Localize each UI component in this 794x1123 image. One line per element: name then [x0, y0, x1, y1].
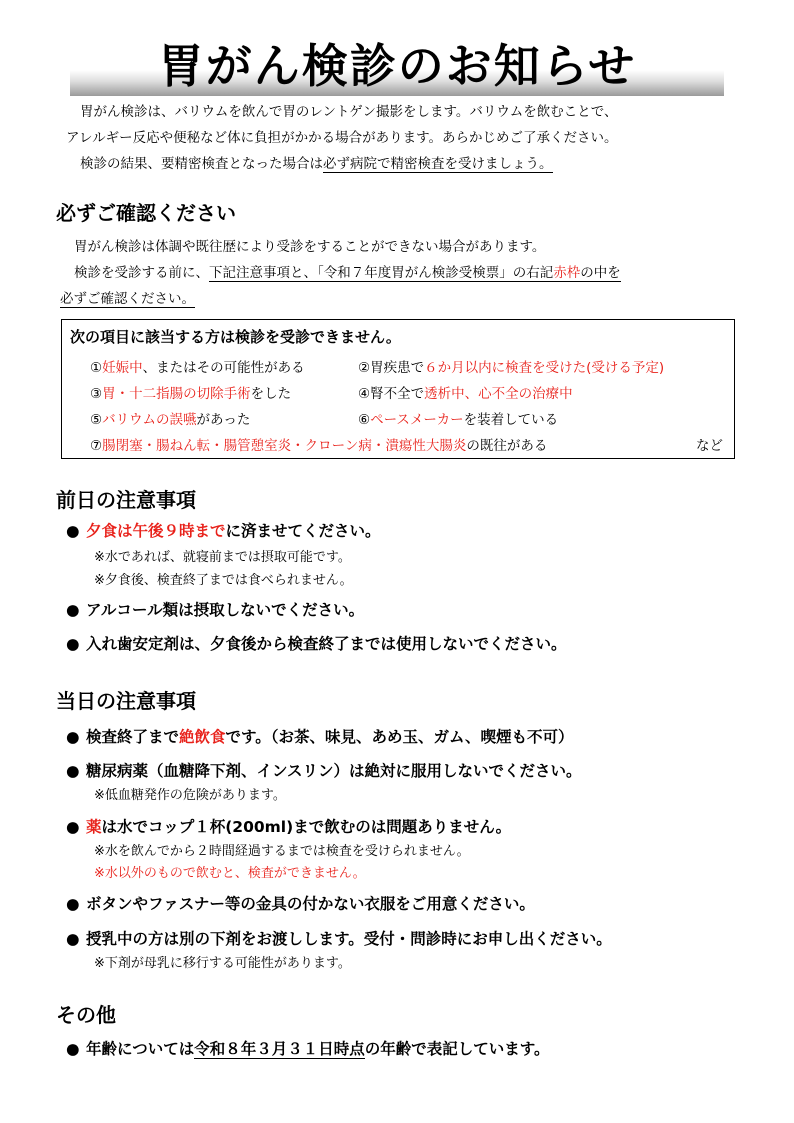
bullet-text: です。（お茶、味見、あめ玉、ガム、喫煙も不可） — [225, 728, 574, 746]
bullet-text: に済ませてください。 — [225, 522, 381, 540]
page-title: 胃がん検診のお知らせ — [157, 39, 637, 93]
intro-underlined-text: 必ず病院で精密検査を受けましょう。 — [323, 156, 553, 172]
bullet-text: の年齢で表記しています。 — [364, 1040, 550, 1058]
item-red-text: 心不全の治療中 — [478, 386, 573, 402]
item-red-text: ペースメーカー — [370, 412, 464, 428]
bullet-icon: ● — [66, 762, 80, 780]
item-red-text: 透析中 — [424, 386, 465, 402]
bullet-icon: ● — [66, 895, 80, 913]
section-heading-same-day: 当日の注意事項 — [56, 689, 196, 713]
exclusion-item-1 — [90, 356, 305, 376]
confirm-paragraph — [60, 234, 740, 312]
bullet-icon: ● — [66, 728, 80, 746]
intro-paragraph — [66, 99, 736, 177]
exclusion-item-2 — [358, 356, 664, 376]
item-red-text: 腸閉塞・腸ねん転・腸管憩室炎・クローン病・潰瘍性大腸炎 — [102, 438, 467, 454]
prev-day-bullet-3 — [66, 632, 567, 654]
item-text: があった — [196, 412, 251, 428]
note-red-text: ※ — [94, 866, 105, 881]
same-day-bullet-1 — [66, 725, 574, 747]
bullet-text: ボタンやファスナー等の金具の付かない衣服をご用意ください。 — [86, 895, 535, 913]
confirm-underlined-text-2: 必ずご確認ください。 — [60, 291, 195, 307]
same-day-note-2: ※水を飲んでから２時間経過するまでは検査を受けられません。 — [94, 844, 470, 859]
section-heading-confirm: 必ずご確認ください — [56, 201, 236, 225]
confirm-underlined-part-1: 下記注意事項と、「令和７年度胃がん検診受検票」の右記 — [209, 265, 554, 281]
intro-line-3 — [66, 151, 736, 177]
prev-day-note-2: ※夕食後、検査終了までは食べられません。 — [94, 573, 353, 588]
same-day-bullet-3 — [66, 815, 511, 837]
confirm-line-1: 胃がん検診は体調や既往歴により受診をすることができない場合があります。 — [74, 239, 546, 255]
item-text: を装着している — [463, 412, 559, 428]
item-text: ④腎不全で — [358, 386, 425, 402]
bullet-icon: ● — [66, 1040, 80, 1058]
other-bullet-1 — [66, 1037, 549, 1059]
item-red-text: 、 — [464, 386, 479, 402]
bullet-text: 入れ歯安定剤は、夕食後から検査終了までは使用しないでください。 — [86, 635, 567, 653]
red-frame-text: 赤枠 — [553, 265, 581, 281]
bullet-red-text: 薬 — [86, 818, 102, 836]
intro-line-2: アレルギー反応や便秘など体に負担がかかる場合があります。あらかじめご了承ください。 — [66, 130, 618, 146]
item-number: ⑦ — [90, 438, 103, 454]
bullet-text: アルコール類は摂取しないでください。 — [86, 601, 365, 619]
note-red-text: 水以外のもので飲むと、検査ができません。 — [104, 866, 366, 881]
exclusion-item-3 — [90, 382, 291, 402]
confirm-line-3 — [60, 286, 740, 312]
exclusion-etc: など — [696, 438, 723, 454]
confirm-underlined-part-2: の中を — [580, 265, 621, 281]
bullet-red-text: 絶飲食 — [179, 728, 226, 746]
confirm-line-2-text: 検診を受診する前に、 — [74, 265, 209, 281]
item-red-text: バリウムの誤嚥 — [102, 412, 197, 428]
bullet-text: 授乳中の方は別の下剤をお渡しします。受付・問診時にお申し出ください。 — [86, 930, 612, 948]
prev-day-bullet-1 — [66, 519, 381, 541]
prev-day-note-1: ※水であれば、就寝前までは摂取可能です。 — [94, 550, 351, 565]
item-red-text: ６か月以内に検査を受けた(受ける予定) — [424, 360, 665, 376]
bullet-text: は水でコップ１杯(200ml)まで飲むのは問題ありません。 — [101, 818, 512, 836]
bullet-underlined-text: 令和８年３月３１日時点 — [194, 1040, 365, 1058]
bullet-icon: ● — [66, 601, 80, 619]
bullet-icon: ● — [66, 635, 80, 653]
same-day-bullet-5 — [66, 927, 612, 949]
bullet-red-text: 夕食は午後９時まで — [86, 522, 226, 540]
same-day-note-4: ※下剤が母乳に移行する可能性があります。 — [94, 956, 351, 971]
exclusion-box-heading: 次の項目に該当する方は検診を受診できません。 — [70, 328, 401, 346]
prev-day-bullet-2 — [66, 598, 364, 620]
item-number: ⑤ — [90, 412, 103, 428]
item-red-text: 妊娠中 — [102, 360, 143, 376]
item-text: の既往がある — [466, 438, 548, 454]
same-day-note-1: ※低血糖発作の危険があります。 — [94, 788, 286, 803]
bullet-text: 検査終了まで — [86, 728, 180, 746]
intro-line-1: 胃がん検診は、バリウムを飲んで胃のレントゲン撮影をします。バリウムを飲むことで、 — [80, 104, 618, 120]
exclusion-box — [61, 319, 735, 459]
item-text: ②胃疾患で — [358, 360, 425, 376]
bullet-icon: ● — [66, 818, 80, 836]
bullet-text: 糖尿病薬（血糖降下剤、インスリン）は絶対に服用しないでください。 — [86, 762, 582, 780]
section-heading-previous-day: 前日の注意事項 — [56, 488, 196, 512]
same-day-bullet-4 — [66, 892, 535, 914]
exclusion-item-5 — [90, 408, 250, 428]
item-number: ① — [90, 360, 103, 376]
exclusion-item-4 — [358, 382, 573, 402]
confirm-underlined-text — [209, 265, 621, 282]
item-red-text: 胃・十二指腸の切除手術 — [102, 386, 251, 402]
item-text: 、またはその可能性がある — [142, 360, 305, 376]
item-number: ③ — [90, 386, 103, 402]
bullet-icon: ● — [66, 522, 80, 540]
bullet-icon: ● — [66, 930, 80, 948]
exclusion-item-6 — [358, 408, 558, 428]
confirm-line-2 — [60, 260, 740, 286]
item-number: ⑥ — [358, 412, 371, 428]
exclusion-item-7 — [90, 434, 547, 454]
bullet-text: 年齢については — [86, 1040, 195, 1058]
section-heading-other: その他 — [56, 1003, 116, 1027]
same-day-note-3 — [94, 862, 366, 881]
same-day-bullet-2 — [66, 759, 582, 781]
intro-line-3-text: 検診の結果、要精密検査となった場合は — [80, 156, 323, 172]
item-text: をした — [250, 386, 292, 402]
